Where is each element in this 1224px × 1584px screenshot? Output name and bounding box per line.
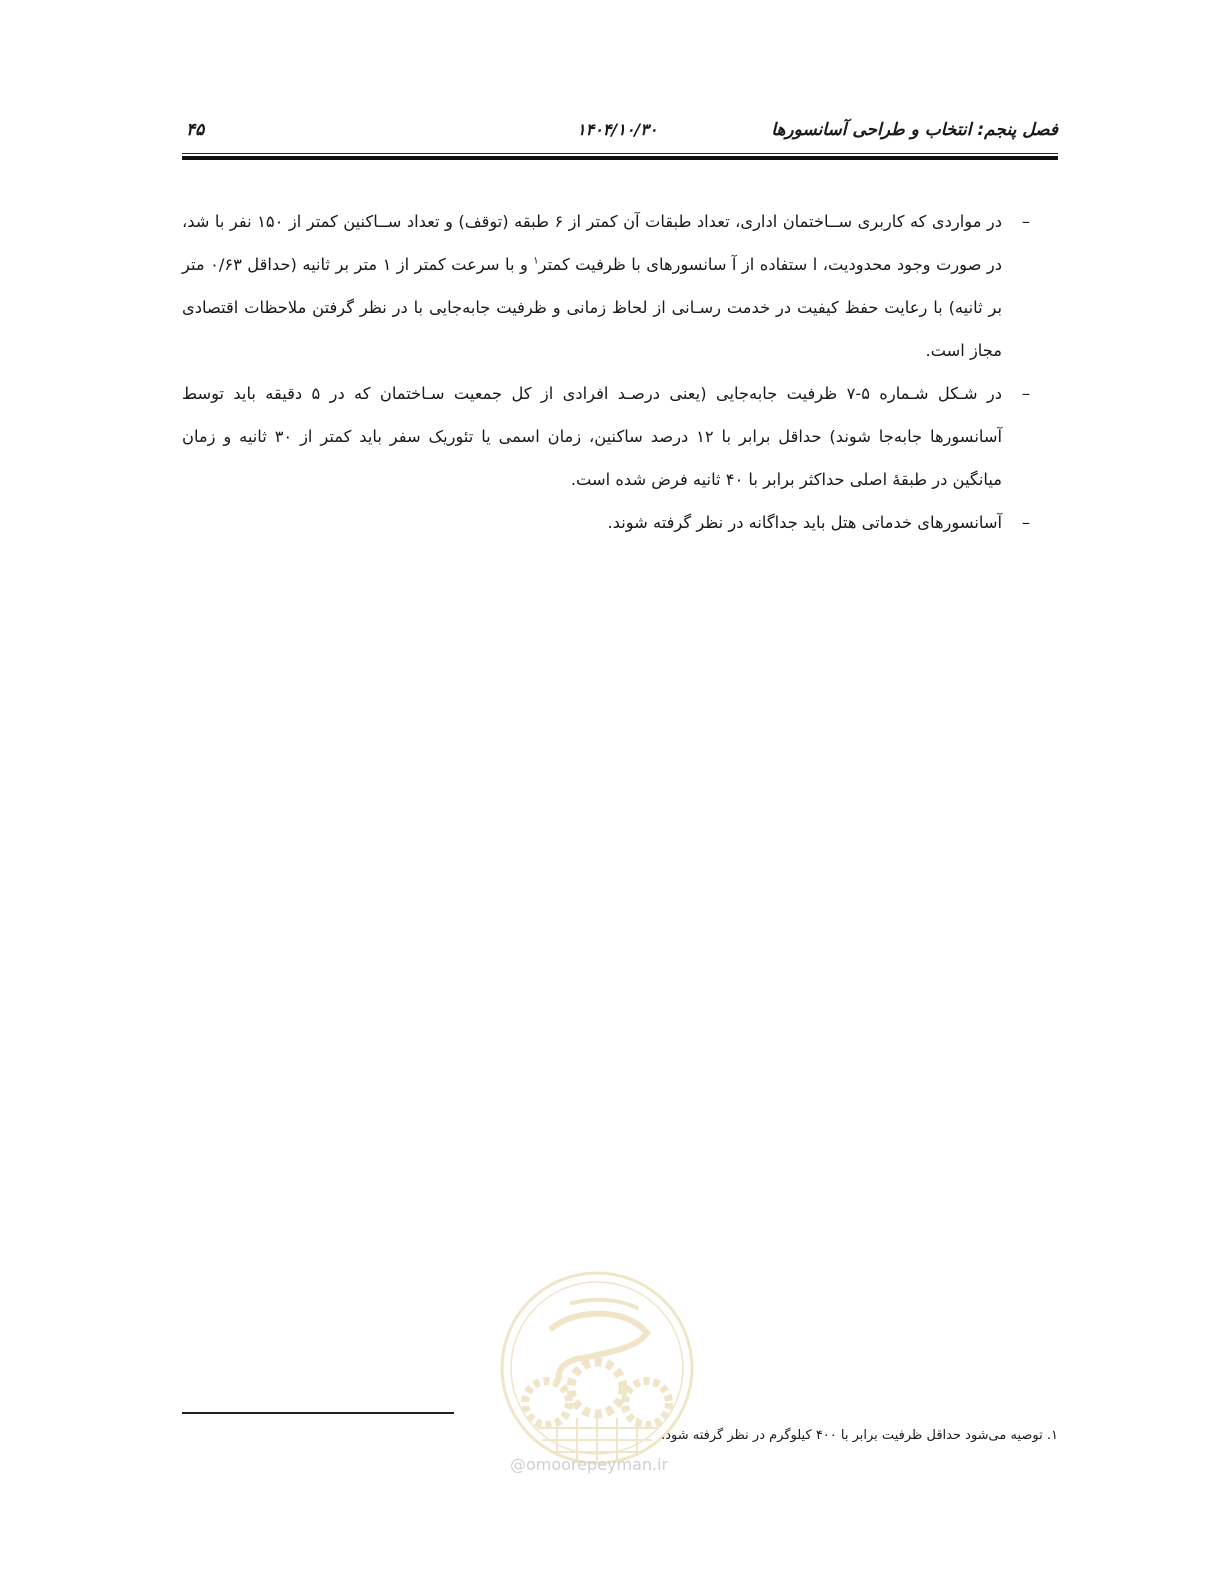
page-header — [182, 118, 1058, 148]
header-rule-thick — [182, 156, 1058, 160]
bullet-item — [182, 501, 1030, 544]
bullet-dash: – — [1021, 212, 1030, 231]
footnote-rule — [182, 1412, 454, 1414]
bullet-text: در شـکل شـماره ۵-۷ ظرفیت جابه‌جایی (یعنی درصـد افرادی از کل جمعیت سـاختمان که در ۵ دقیقه باید توسط آسانسورها جابه‌جا شوند) حداقل برابر با ۱۲ درصد ساکنین، زمان اسمی یا تئوریک سفر باید کمتر از ۳۰ ثانیه و زمان میانگین در طبقهٔ اصلی حداکثر برابر با ۴۰ ثانیه فرض شده است. — [182, 384, 1002, 489]
body-text — [182, 200, 1030, 544]
header-rule-thin — [182, 153, 1058, 154]
bullet-dash: – — [1021, 384, 1030, 403]
bullet-text: آسانسورهای خدماتی هتل باید جداگانه در نظر گرفته شوند. — [607, 513, 1002, 532]
header-date: ۱۴۰۴/۱۰/۳۰ — [577, 120, 658, 139]
page-number: ۴۵ — [186, 120, 205, 140]
footnote-ref[interactable]: ۱ — [533, 255, 539, 267]
bullet-item — [182, 372, 1030, 501]
chapter-title: فصل پنجم: انتخاب و طراحی آسانسورها — [771, 120, 1058, 140]
bullet-dash: – — [1021, 513, 1030, 532]
bullet-item — [182, 200, 1030, 372]
watermark-site: @omoorepeyman.ir — [510, 1455, 669, 1474]
footnote-text: ۱. توصیه می‌شود حداقل ظرفیت برابر با ۴۰۰ کیلوگرم در نظر گرفته شود. — [661, 1428, 1058, 1443]
bullet-text: در مواردی که کاربری ســاختمان اداری، تعداد طبقات آن کمتر از ۶ طبقه (توقف) و تعداد ســاکنین کمتر از ۱۵۰ نفر با شد، در صورت وجود محدودیت، ا ستفاده از آ سانسورهای با ظرفیت کمتر — [182, 212, 1002, 274]
bullet-text-cont: و با سرعت کمتر از ۱ متر بر ثانیه (حداقل ۰/۶۳ متر بر ثانیه) با رعایت حفظ کیفیت در خدمت رسـانی از لحاظ زمانی و ظرفیت جابه‌جایی با در نظر گرفتن ملاحظات اقتصادی مجاز است. — [182, 255, 1002, 360]
